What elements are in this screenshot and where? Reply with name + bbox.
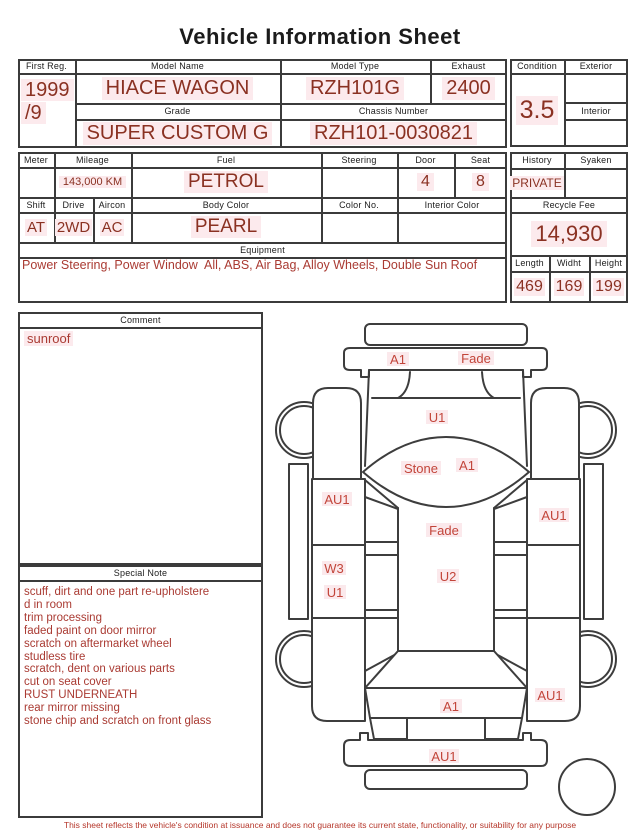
page-title: Vehicle Information Sheet xyxy=(179,24,461,49)
recycle-fee-header: Recycle Fee xyxy=(542,199,596,210)
damage-label-roof-fade: Fade xyxy=(429,523,459,538)
damage-label-left-rear-w3: W3 xyxy=(324,561,344,576)
exhaust-value: 2400 xyxy=(430,73,507,103)
first-reg-year: 1999 xyxy=(21,79,74,101)
special-note-line: studless tire xyxy=(24,650,86,663)
rear-bottom-strip xyxy=(365,770,527,789)
length-header: Length xyxy=(515,258,544,268)
shift-value: AT xyxy=(26,218,46,236)
steering-header: Steering xyxy=(341,154,377,165)
left-window-frame xyxy=(365,555,398,610)
car-damage-diagram xyxy=(270,310,640,830)
spare-tire xyxy=(559,759,615,815)
aircon-value: AC xyxy=(101,218,123,236)
equipment-header: Equipment xyxy=(240,244,285,255)
front-bumper xyxy=(344,348,547,377)
history-header: History xyxy=(522,155,552,165)
door-value: 4 xyxy=(397,167,454,197)
damage-label-right-door-au1: AU1 xyxy=(541,508,567,523)
chassis-number-value: RZH101-0030821 xyxy=(280,119,507,148)
damage-label-rear-hatch-a1: A1 xyxy=(443,699,459,714)
damage-label-left-door-au1: AU1 xyxy=(324,492,350,507)
tail-light-left xyxy=(370,718,407,739)
special-note-line: scratch on aftermarket wheel xyxy=(24,637,172,650)
divider xyxy=(564,119,628,121)
interior-header: Interior xyxy=(581,105,611,116)
model-type-value: RZH101G xyxy=(280,73,430,103)
special-note-line: cut on seat cover xyxy=(24,676,112,689)
drive-value: 2WD xyxy=(56,218,91,236)
comment-box xyxy=(18,312,263,565)
footer-disclaimer: This sheet reflects the vehicle's condition at issuance and does not guarantee its current state, functionality, or suitability for any purpose xyxy=(63,820,577,830)
recycle-fee-value: 14,930 xyxy=(510,212,628,255)
history-value: PRIVATE xyxy=(512,175,562,190)
width-header: Widht xyxy=(556,258,581,268)
special-note-line: d in room xyxy=(24,598,72,611)
condition-score: 3.5 xyxy=(510,73,564,147)
height-header: Height xyxy=(594,258,623,268)
damage-label-roof-u2: U2 xyxy=(439,569,457,584)
damage-label-hood-u1: U1 xyxy=(428,410,446,425)
equipment-value: Power Steering, Power Window All, ABS, Air Bag, Alloy Wheels, Double Sun Roof xyxy=(22,258,478,272)
interior-color-header: Interior Color xyxy=(424,199,480,210)
aircon-header: Aircon xyxy=(98,199,126,210)
front-right-arc xyxy=(482,372,494,398)
right-rear-quarter-panel xyxy=(527,618,580,721)
exterior-header: Exterior xyxy=(579,61,613,71)
right-front-fender xyxy=(531,388,579,479)
length-value: 469 xyxy=(516,278,543,295)
body-color-header: Body Color xyxy=(202,199,250,210)
left-rear-quarter-panel xyxy=(312,618,365,721)
divider xyxy=(18,580,263,582)
special-note-line: scratch, dent on various parts xyxy=(24,663,175,676)
first-reg-header: First Reg. xyxy=(25,61,67,71)
fuel-value: PETROL xyxy=(131,167,321,197)
damage-label-right-quarter-au1: AU1 xyxy=(537,688,563,703)
special-note-line: scuff, dirt and one part re-upholstere xyxy=(24,586,210,598)
left-front-door-panel xyxy=(312,479,365,545)
drive-header: Drive xyxy=(62,199,85,210)
damage-label-windshield-stone: Stone xyxy=(404,461,438,476)
grade-header: Grade xyxy=(164,106,191,116)
special-note-line: stone chip and scratch on front glass xyxy=(24,715,212,728)
meter-header: Meter xyxy=(23,154,48,165)
first-reg-value xyxy=(21,79,74,125)
exhaust-header: Exhaust xyxy=(451,61,486,71)
mileage-value: 143,000 KM xyxy=(54,167,131,197)
body-color-value: PEARL xyxy=(131,212,321,242)
first-reg-month: /9 xyxy=(21,102,46,124)
damage-label-left-rear-u1: U1 xyxy=(326,585,344,600)
condition-header: Condition xyxy=(517,61,557,71)
model-type-header: Model Type xyxy=(330,61,380,71)
body-left-edge xyxy=(365,370,369,466)
left-sill-panel xyxy=(289,464,308,619)
model-name-value: HIACE WAGON xyxy=(75,73,280,103)
divider xyxy=(18,327,263,329)
door-header: Door xyxy=(415,154,436,165)
left-rear-door-panel xyxy=(312,545,365,618)
mileage-header: Mileage xyxy=(76,154,109,165)
special-note-line: trim processing xyxy=(24,611,102,624)
special-note-line: faded paint on door mirror xyxy=(24,624,157,637)
damage-label-rear-bumper-au1: AU1 xyxy=(431,749,457,764)
syaken-header: Syaken xyxy=(580,155,612,165)
seat-header: Seat xyxy=(470,154,491,165)
special-note-header: Special Note xyxy=(113,567,168,578)
width-value: 169 xyxy=(555,278,583,295)
shift-header: Shift xyxy=(26,199,46,210)
front-left-arc xyxy=(398,372,410,398)
color-no-header: Color No. xyxy=(339,199,379,210)
special-note-line: RUST UNDERNEATH xyxy=(24,689,138,702)
windshield xyxy=(363,437,529,507)
left-front-fender xyxy=(313,388,361,479)
grade-value: SUPER CUSTOM G xyxy=(75,119,280,148)
tail-light-right xyxy=(485,718,522,739)
model-name-header: Model Name xyxy=(150,61,205,71)
seat-value: 8 xyxy=(454,167,507,197)
comment-header: Comment xyxy=(120,314,161,325)
body-right-edge xyxy=(523,370,527,466)
fuel-header: Fuel xyxy=(216,154,236,165)
right-sill-panel xyxy=(584,464,603,619)
chassis-number-header: Chassis Number xyxy=(358,106,429,116)
damage-label-front-bumper-fade: Fade xyxy=(461,351,491,366)
right-rear-door-panel xyxy=(527,545,580,618)
right-window-frame xyxy=(494,555,527,610)
damage-label-front-bumper-a1: A1 xyxy=(390,352,406,367)
special-note-line: rear mirror missing xyxy=(24,702,120,715)
height-value: 199 xyxy=(595,278,622,295)
comment-value: sunroof xyxy=(24,331,73,346)
special-note-list xyxy=(24,586,260,728)
front-top-strip xyxy=(365,324,527,345)
damage-label-windshield-a1: A1 xyxy=(459,458,475,473)
